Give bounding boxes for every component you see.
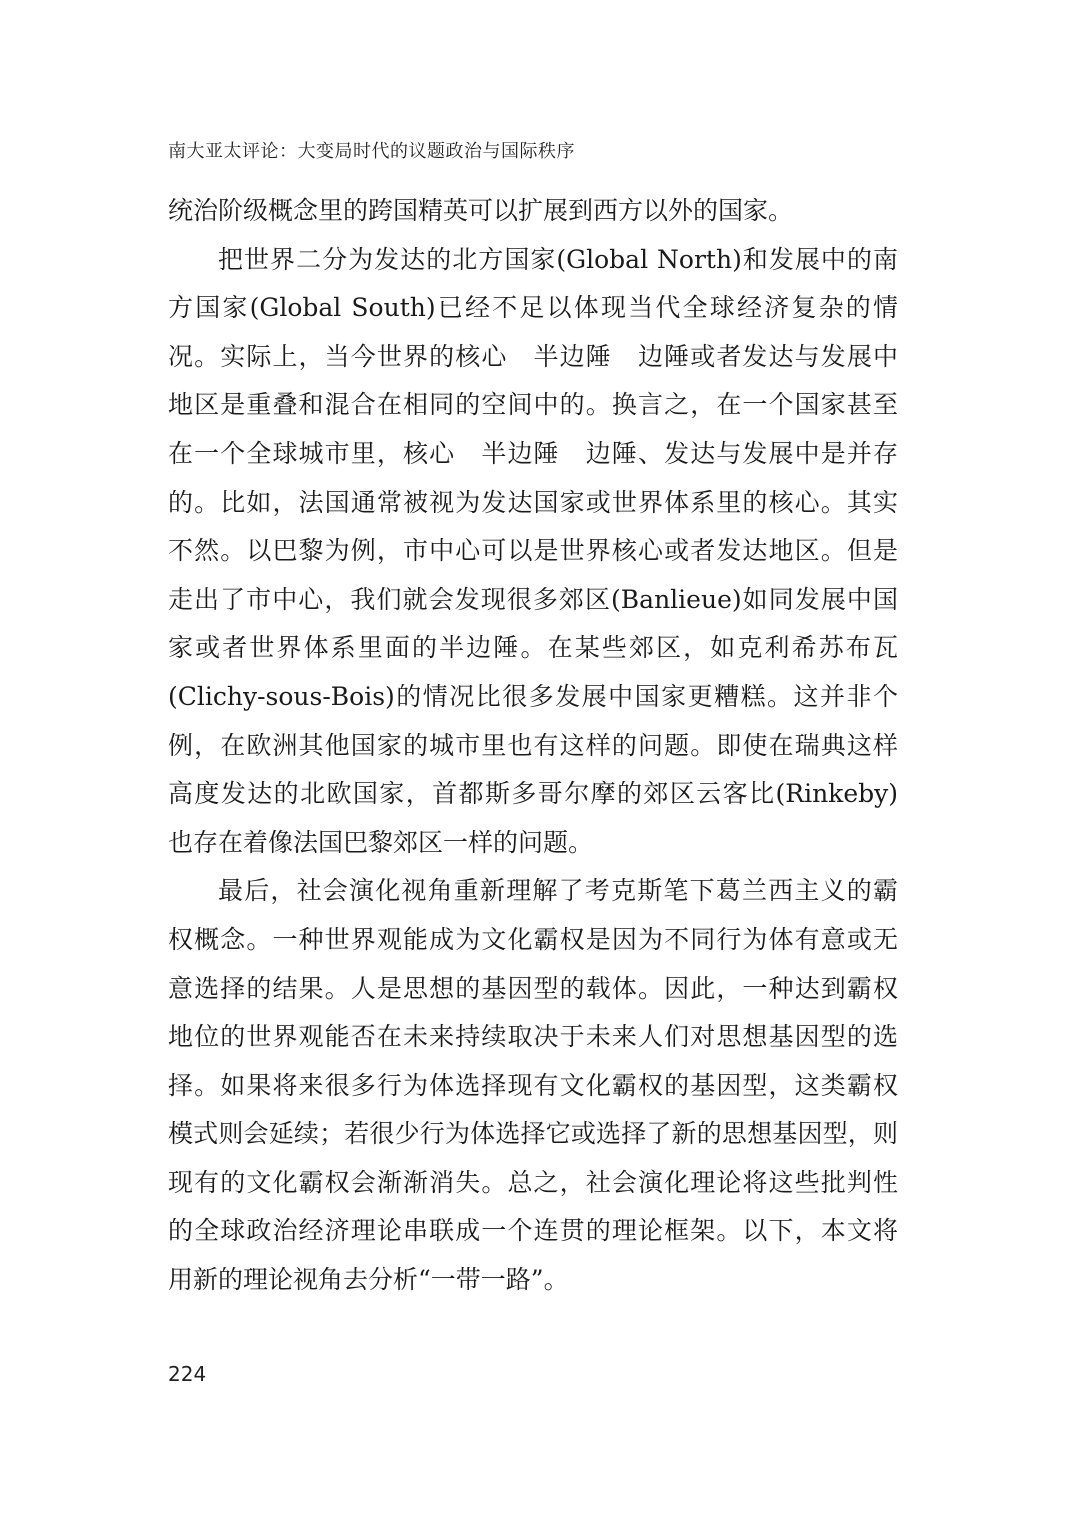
text-line: 况。实际上，当今世界的核心 半边陲 边陲或者发达与发展中 [168,341,898,371]
text-line: 权概念。一种世界观能成为文化霸权是因为不同行为体有意或无 [168,924,898,954]
text-line: 用新的理论视角去分析“一带一路”。 [168,1265,569,1295]
text-line: 走出了市中心，我们就会发现很多郊区(Banlieue)如同发展中国 [168,584,898,614]
text-line: 不然。以巴黎为例，市中心可以是世界核心或者发达地区。但是 [168,536,898,566]
text-line: 例，在欧洲其他国家的城市里也有这样的问题。即使在瑞典这样 [168,730,898,760]
text-line: 家或者世界体系里面的半边陲。在某些郊区，如克利希苏布瓦 [168,633,898,663]
text-line: 模式则会延续；若很少行为体选择它或选择了新的思想基因型，则 [168,1119,898,1149]
text-line: 地区是重叠和混合在相同的空间中的。换言之，在一个国家甚至 [168,390,898,420]
text-line: 也存在着像法国巴黎郊区一样的问题。 [168,827,594,857]
text-line: 的。比如，法国通常被视为发达国家或世界体系里的核心。其实 [168,487,898,517]
text-line: 把世界二分为发达的北方国家(Global North)和发展中的南 [218,244,898,274]
text-line: 的全球政治经济理论串联成一个连贯的理论框架。以下，本文将 [168,1216,898,1246]
text-line: 在一个全球城市里，核心 半边陲 边陲、发达与发展中是并存 [168,438,898,468]
running-header: 南大亚太评论：大变局时代的议题政治与国际秩序 [168,141,575,162]
text-line: 择。如果将来很多行为体选择现有文化霸权的基因型，这类霸权 [168,1070,898,1100]
text-line: (Clichy-sous-Bois)的情况比很多发展中国家更糟糕。这并非个 [168,681,898,711]
text-line: 方国家(Global South)已经不足以体现当代全球经济复杂的情 [168,293,898,323]
page-number: 224 [168,1362,207,1386]
text-line: 意选择的结果。人是思想的基因型的载体。因此，一种达到霸权 [168,973,898,1003]
text-line: 统治阶级概念里的跨国精英可以扩展到西方以外的国家。 [168,196,794,225]
text-line: 最后，社会演化视角重新理解了考克斯笔下葛兰西主义的霸 [218,876,898,906]
body-text [168,187,898,1305]
text-line: 地位的世界观能否在未来持续取决于未来人们对思想基因型的选 [168,1022,898,1052]
text-line: 高度发达的北欧国家，首都斯多哥尔摩的郊区云客比(Rinkeby) [168,779,898,809]
text-line: 现有的文化霸权会渐渐消失。总之，社会演化理论将这些批判性 [168,1167,898,1197]
